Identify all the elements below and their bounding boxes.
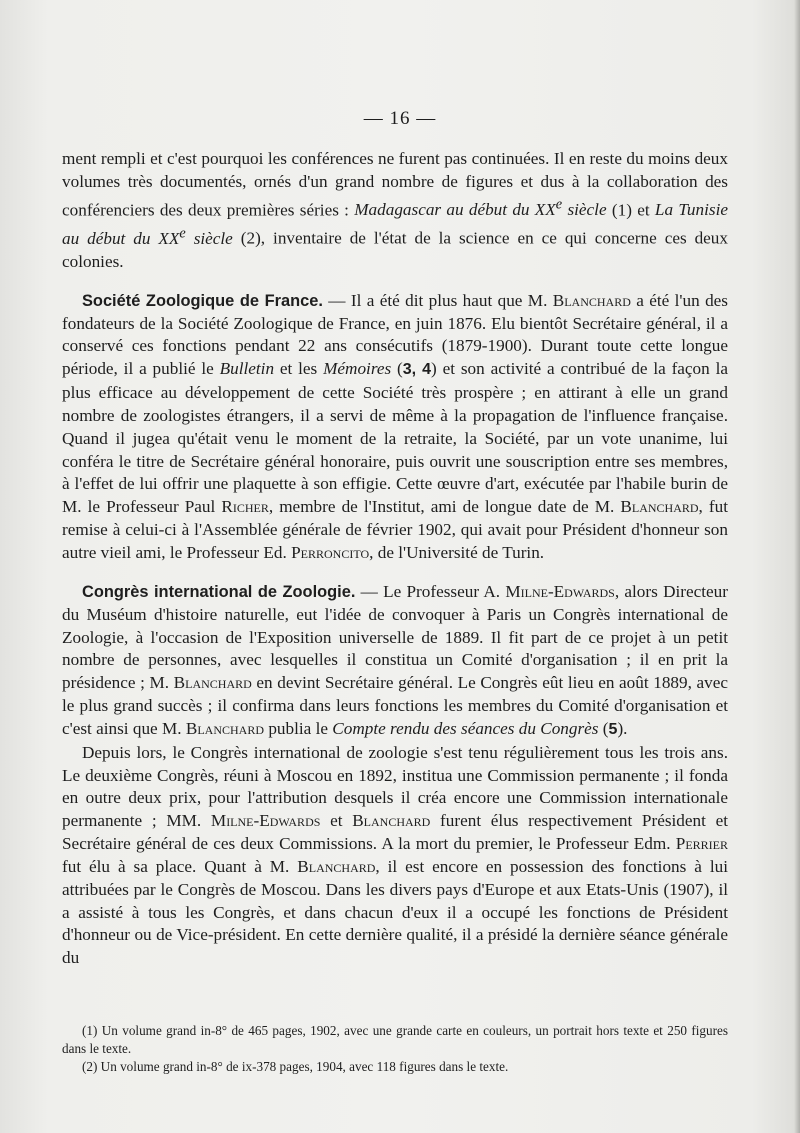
footnote: (1) Un volume grand in-8° de 465 pages, 1902, avec une grande carte en couleurs, un portrait hors texte et 250 figures dans le texte. xyxy=(62,1023,728,1056)
page-number: — 16 — xyxy=(363,108,437,129)
footnotes xyxy=(62,1022,728,1076)
paragraph-conferences: ment rempli et c'est pourquoi les conférences ne furent pas continuées. Il en reste du moins deux volumes très documentés, ornés d'un grand nombre de figures et dus à la collaboration des conférenciers des deux premières séries : Madagascar au début du XXe siècle (1) et La Tunisie au début du XXe siècle (2), inventaire de l'état de la science en ce qui concerne ces deux colonies. xyxy=(62,149,728,271)
reference-number: 3, 4 xyxy=(402,361,432,379)
section-heading: Congrès international de Zoologie. xyxy=(82,582,356,601)
footnote: (2) Un volume grand in-8° de ix-378 pages, 1904, avec 118 figures dans le texte. xyxy=(82,1059,509,1074)
book-title-tunisie: La Tunisie au début du XXe siècle xyxy=(62,200,728,248)
paragraph-depuis-lors: Depuis lors, le Congrès international de zoologie s'est tenu régulièrement tous les trois ans. Le deuxième Congrès, réuni à Moscou en 1892, institua une Commission permanente ; il fonda en outre deux prix, pour l'attribution desquels il créa encore une Commission internationale permanente ; MM. Milne-Edwards et Blanchard furent élus respectivement Président et Secrétaire général de ces deux Commissions. A la mort du premier, le Professeur Edm. Perrier fut élu à sa place. Quant à M. Blanchard, il est encore en possession des fonctions à lui attribuées par le Congrès de Moscou. Dans les divers pays d'Europe et aux Etats-Unis (1907), il a assisté à tous les Congrès, et dans chacun d'eux il a occupé les fonctions de Président d'honneur ou de Vice-président. En cette dernière qualité, il a présidé la dernière séance générale du xyxy=(62,742,728,968)
page-body xyxy=(62,148,728,970)
section-heading: Société Zoologique de France. xyxy=(82,291,323,310)
book-title-madagascar: Madagascar au début du XXe siècle xyxy=(354,196,607,220)
section-congres-zoologie: Congrès international de Zoologie. — Le Professeur A. Milne-Edwards, alors Directeur du Muséum d'histoire naturelle, eut l'idée de convoquer à Paris un Congrès international de Zoologie, à l'occasion de l'Exposition universelle de 1889. Il fit part de ce projet à un petit nombre de personnes, avec lesquelles il constitua un Comité d'organisation ; il en prit la présidence ; M. Blanchard en devint Secrétaire général. Le Congrès eût lieu en août 1889, avec le plus grand succès ; il confirma dans leurs fonctions les membres du Comité d'organisation et c'est ainsi que M. Blanchard publia le Compte rendu des séances du Congrès (5). xyxy=(62,581,729,738)
reference-number: 5 xyxy=(608,720,618,738)
page-edge-shadow xyxy=(794,0,800,1133)
section-societe-zoologique: Société Zoologique de France. — Il a été dit plus haut que M. Blanchard a été l'un des fondateurs de la Société Zoologique de France, en juin 1876. Elu bientôt Secrétaire général, il a conservé ces fonctions pendant 22 ans consécutifs (1879-1900). Durant toute cette longue période, il a publié le Bulletin et les Mémoires (3, 4) et son activité a contribué de la façon la plus efficace au développement de cette Société très prospère ; en attirant à elle un grand nombre de zoologistes étrangers, il a servi de même à la propagation de l'influence française. Quand il jugea qu'était venu le moment de la retraite, la Société, par un vote unanime, lui conféra le titre de Secrétaire général honoraire, puis ouvrit une souscription entre ses membres, à l'effet de lui offrir une plaquette à son effigie. Cette œuvre d'art, exécutée par l'habile burin de M. le Professeur Paul Richer, membre de l'Institut, ami de longue date de M. Blanchard, fut remise à celui-ci à l'Assemblée générale de février 1902, qui avait pour Président d'honneur son autre vieil ami, le Professeur Ed. Perroncito, de l'Université de Turin. xyxy=(62,290,729,562)
